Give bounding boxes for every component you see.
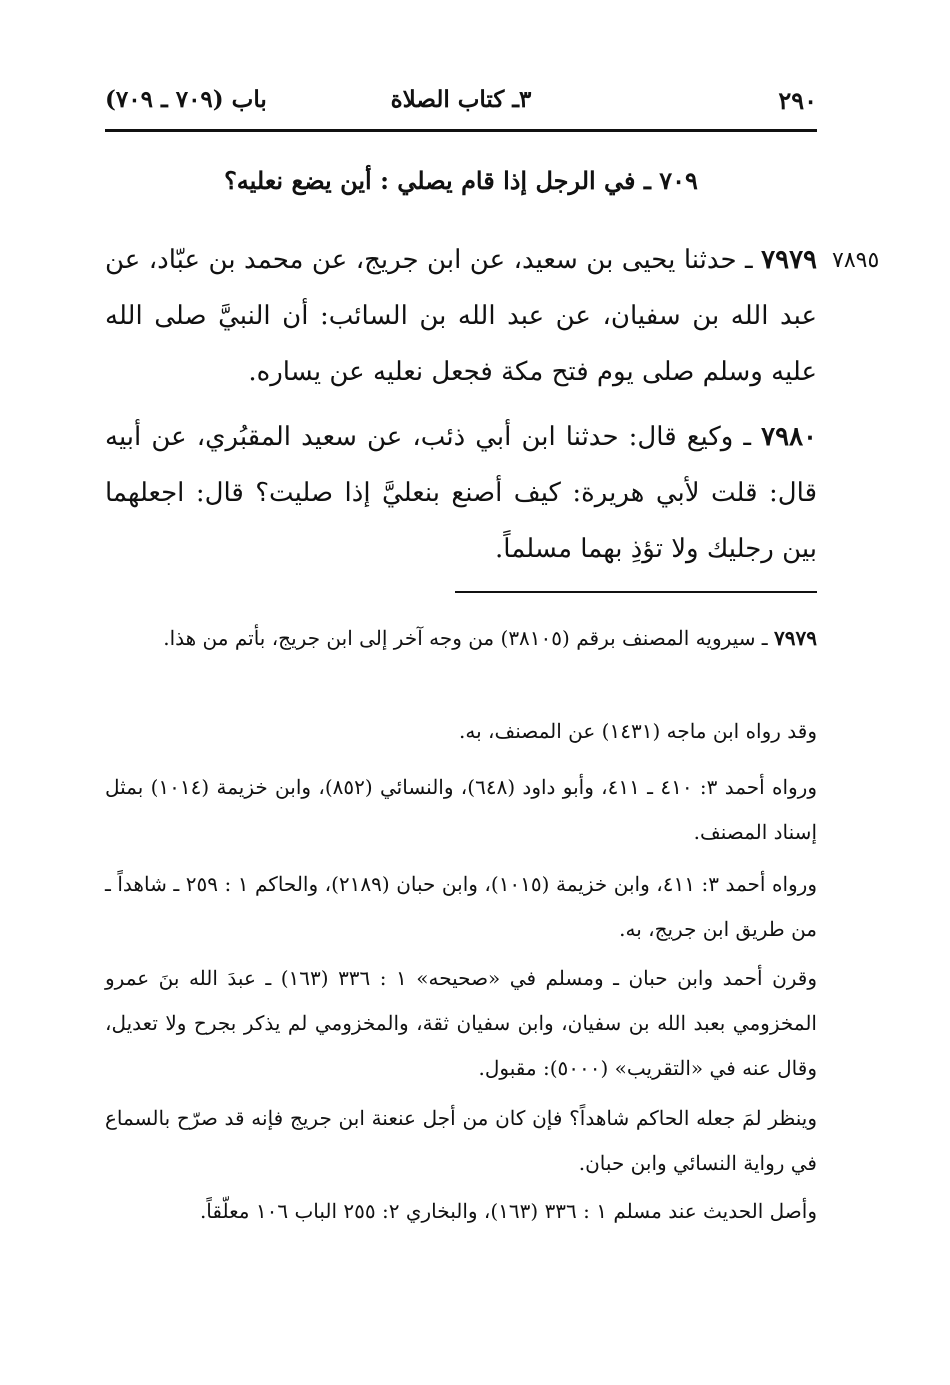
hadith-number: ٧٩٨٠: [761, 422, 817, 452]
footnote-paragraph: [105, 956, 817, 1091]
hadith-number: ٧٩٧٩: [761, 245, 817, 275]
footnote-text: وقرن أحمد وابن حبان ـ ومسلم في «صحيحه» ١ : ٣٣٦ (١٦٣) ـ عبدَ الله بنَ عمرو المخزومي بعبد الله بن سفيان، وابن سفيان ثقة، والمخزومي لم يذكر بجرح ولا تعديل، وقال عنه في «التقريب» (٥٠٠٠): مقبول.: [105, 966, 818, 1080]
footnote-paragraph: [105, 616, 817, 661]
footnote-text: ورواه أحمد ٣: ٤١١، وابن خزيمة (١٠١٥)، وابن حبان (٢١٨٩)، والحاكم ١ : ٢٥٩ ـ شاهداً ـ من طريق ابن جريج، به.: [105, 872, 817, 941]
footnote-text: وقد رواه ابن ماجه (١٤٣١) عن المصنف، به.: [459, 719, 817, 743]
footnote-paragraph: [105, 862, 817, 952]
hadith-paragraph: [105, 232, 817, 400]
footnote-text: وأصل الحديث عند مسلم ١ : ٣٣٦ (١٦٣)، والبخاري ٢: ٢٥٥ الباب ١٠٦ معلّقاً.: [199, 1199, 817, 1223]
chapter-range: باب (٧٠٩ ـ ٧٠٩): [105, 86, 267, 113]
footnote-text: ورواه أحمد ٣: ٤١٠ ـ ٤١١، وأبو داود (٦٤٨)، والنسائي (٨٥٢)، وابن خزيمة (١٠١٤) بمثل إسناد المصنف.: [105, 775, 817, 844]
book-title: ٣ـ كتاب الصلاة: [390, 86, 532, 113]
footnote-separator: [455, 591, 817, 593]
footnote-paragraph: [105, 765, 817, 855]
footnote-text: ـ سيرويه المصنف برقم (٣٨١٠٥) من وجه آخر إلى ابن جريج، بأتم من هذا.: [163, 626, 775, 650]
margin-reference-number: ٧٨٩٥: [832, 248, 880, 273]
header-rule: [105, 129, 817, 132]
footnote-paragraph: [105, 1189, 817, 1234]
footnote-paragraph: [105, 709, 817, 754]
running-header: [105, 86, 817, 122]
footnote-text: وينظر لمَ جعله الحاكم شاهداً؟ فإن كان من أجل عنعنة ابن جريج فإنه قد صرّح بالسماع في رواية النسائي وابن حبان.: [105, 1106, 817, 1175]
hadith-paragraph: [105, 409, 817, 577]
footnote-number: ٧٩٧٩: [774, 626, 817, 650]
hadith-text: ـ وكيع قال: حدثنا ابن أبي ذئب، عن سعيد المقبُري، عن أبيه قال: قلت لأبي هريرة: كيف أصنع بنعليَّ إذا صليت؟ قال: اجعلهما بين رجليك ولا تؤذِ بهما مسلماً.: [105, 422, 817, 564]
hadith-text: ـ حدثنا يحيى بن سعيد، عن ابن جريج، عن محمد بن عبّاد، عن عبد الله بن سفيان، عن عبد الله بن السائب: أن النبيَّ صلى الله عليه وسلم صلى يوم فتح مكة فجعل نعليه عن يساره.: [105, 245, 817, 387]
footnote-paragraph: [105, 1096, 817, 1186]
page-number: ٢٩٠: [778, 86, 817, 115]
chapter-title: ٧٠٩ ـ في الرجل إذا قام يصلي : أين يضع نعليه؟: [224, 166, 698, 195]
